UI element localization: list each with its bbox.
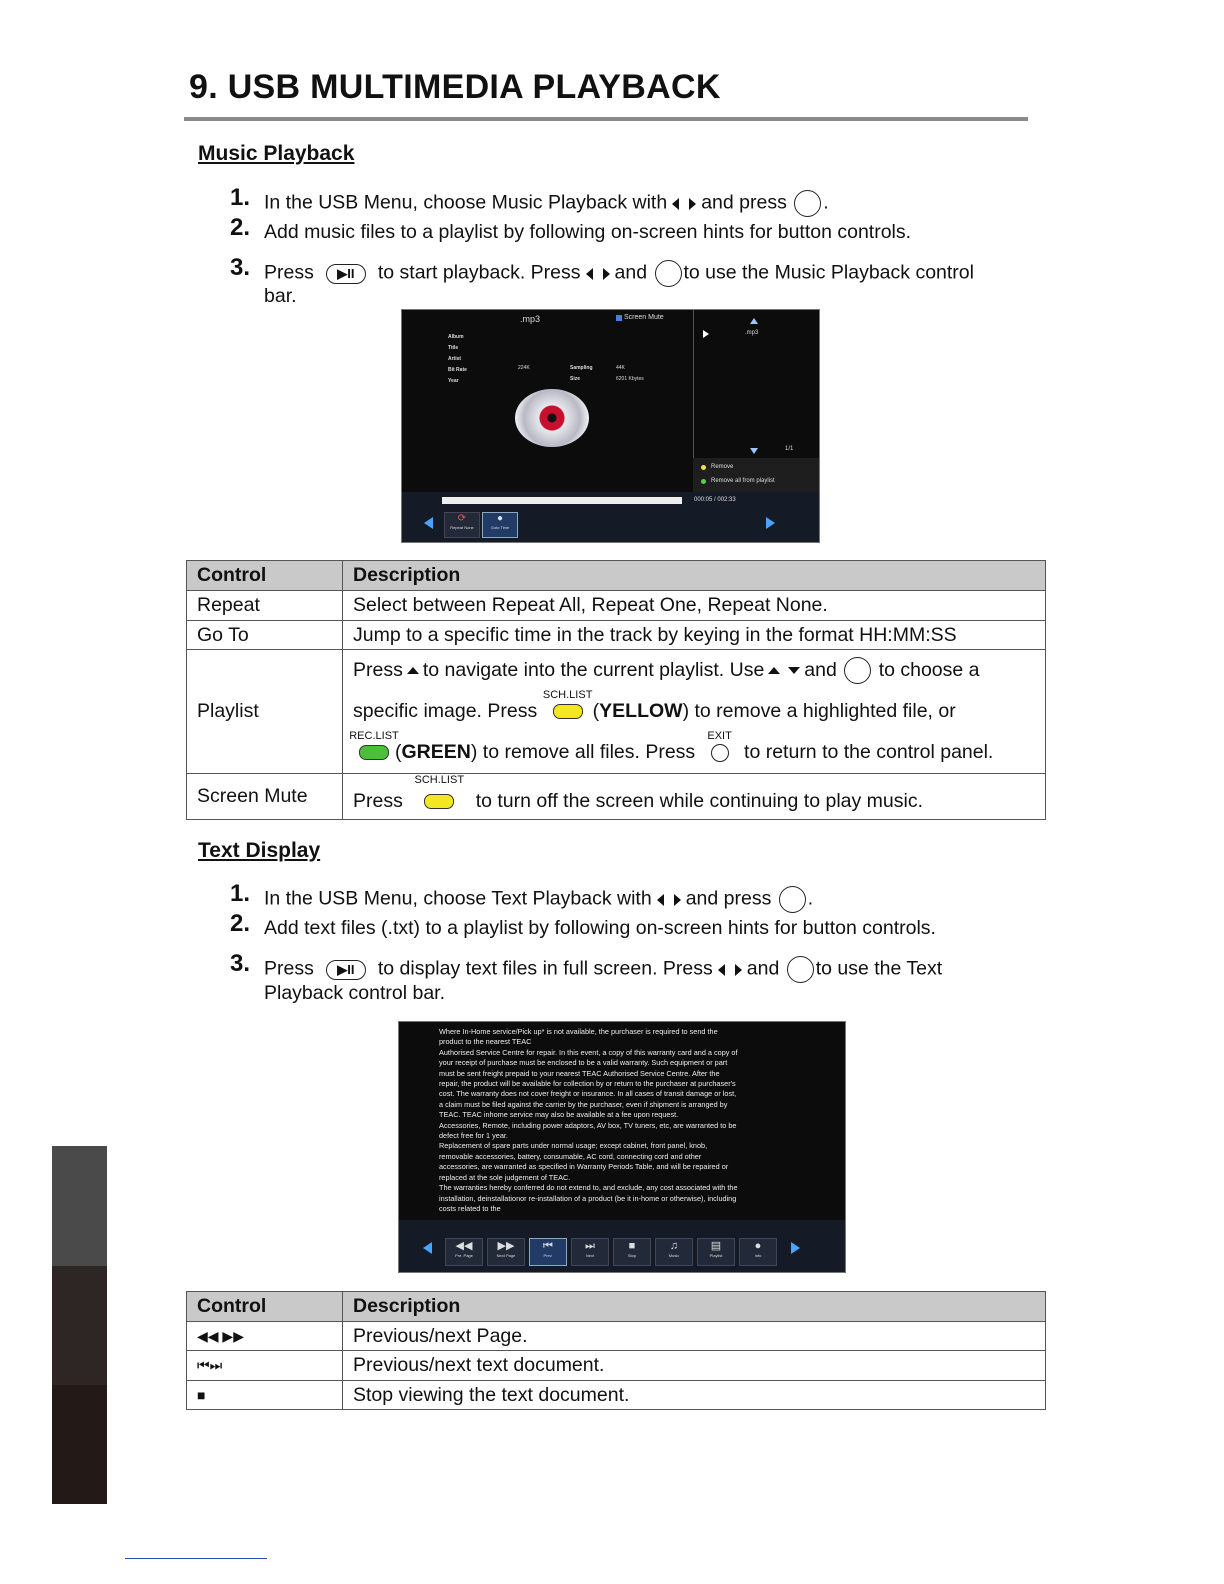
page-arrows-icon: ◀◀ ▶▶ xyxy=(187,1322,343,1351)
goto-control[interactable]: ● Goto Time xyxy=(482,512,518,538)
left-arrow-icon xyxy=(657,894,664,906)
fast-forward-icon: ▶▶ xyxy=(497,1240,515,1252)
text-control-bar xyxy=(399,1220,845,1272)
col-control-header: Control xyxy=(187,561,343,591)
repeat-control[interactable]: ⟳ Repeat None xyxy=(444,512,480,538)
table-row: Playlist Press to navigate into the current playlist. Use and to choose a specific image. Press SCH.LIST (YELLOW) to remove a highlighted file, or REC.LIST (GREEN) to remove all files. Press EXIT to return to the control panel. xyxy=(187,650,1046,774)
play-pause-key-icon: ▶II xyxy=(326,264,366,284)
title-rule xyxy=(184,117,1028,121)
up-arrow-icon xyxy=(768,667,780,674)
stop-button[interactable]: ■ Stop xyxy=(613,1238,651,1266)
bar-left-arrow-icon xyxy=(423,1242,432,1254)
col-description-header: Description xyxy=(343,561,1046,591)
table-row: Screen Mute Press SCH.LIST to turn off the screen while continuing to play music. xyxy=(187,774,1046,820)
ok-button-icon xyxy=(779,886,806,913)
col-control-header: Control xyxy=(187,1292,343,1322)
col-description-header: Description xyxy=(343,1292,1046,1322)
disc-icon xyxy=(515,389,589,447)
table-row: Go To Jump to a specific time in the track by keying in the format HH:MM:SS xyxy=(187,621,1046,650)
info-icon: ● xyxy=(754,1240,762,1252)
progress-bar xyxy=(442,497,682,504)
playlist-icon: ▤ xyxy=(710,1240,722,1252)
playing-icon xyxy=(703,330,709,338)
info-button[interactable]: ● Info xyxy=(739,1238,777,1266)
music-playback-screenshot xyxy=(401,309,820,543)
play-pause-key-icon: ▶II xyxy=(326,960,366,980)
next-button[interactable]: ⏭ Next xyxy=(571,1238,609,1266)
footer-link-line xyxy=(125,1558,267,1559)
skip-icons: ⏮⏭ xyxy=(187,1351,343,1381)
music-button[interactable]: ♫ Music xyxy=(655,1238,693,1266)
yellow-key-icon xyxy=(424,794,454,809)
playlist-button[interactable]: ▤ Playlist xyxy=(697,1238,735,1266)
text-control-table xyxy=(186,1291,1046,1410)
table-row: Repeat Select between Repeat All, Repeat One, Repeat None. xyxy=(187,591,1046,621)
up-arrow-icon xyxy=(407,667,419,674)
next-page-button[interactable]: ▶▶ Next Page xyxy=(487,1238,525,1266)
text-heading: Text Display xyxy=(198,839,321,862)
left-arrow-icon xyxy=(586,268,593,280)
scroll-down-icon xyxy=(750,448,758,454)
scroll-up-icon xyxy=(750,318,758,324)
ok-button-icon xyxy=(844,657,871,684)
table-row: ◀◀ ▶▶ Previous/next Page. xyxy=(187,1322,1046,1351)
left-arrow-icon xyxy=(672,198,679,210)
bar-left-arrow-icon xyxy=(424,517,433,529)
page-title: 9. USB MULTIMEDIA PLAYBACK xyxy=(189,68,721,106)
right-arrow-icon xyxy=(603,268,610,280)
right-arrow-icon xyxy=(735,964,742,976)
screen-mute-label: Screen Mute xyxy=(624,314,664,321)
side-tab-3 xyxy=(52,1385,107,1504)
pre-page-button[interactable]: ◀◀ Pre. Page xyxy=(445,1238,483,1266)
checkbox-icon xyxy=(616,315,622,321)
music-heading: Music Playback xyxy=(198,142,355,165)
ok-button-icon xyxy=(787,956,814,983)
file-label: .mp3 xyxy=(520,314,541,324)
table-row: ■ Stop viewing the text document. xyxy=(187,1381,1046,1410)
prev-button[interactable]: ⏮ Prev. xyxy=(529,1238,567,1266)
ok-button-icon xyxy=(794,190,821,217)
down-arrow-icon xyxy=(788,667,800,674)
rewind-icon: ◀◀ xyxy=(455,1240,473,1252)
left-arrow-icon xyxy=(718,964,725,976)
music-control-table xyxy=(186,560,1046,820)
ok-button-icon xyxy=(655,260,682,287)
music-icon: ♫ xyxy=(669,1240,679,1252)
skip-back-icon: ⏮ xyxy=(543,1240,553,1252)
stop-icon: ■ xyxy=(628,1240,636,1252)
side-tab-2 xyxy=(52,1266,107,1385)
right-arrow-icon xyxy=(674,894,681,906)
right-arrow-icon xyxy=(689,198,696,210)
skip-forward-icon: ⏭ xyxy=(585,1240,595,1252)
bar-right-arrow-icon xyxy=(791,1242,800,1254)
control-bar: 000:05 / 002:33 ⟳ Repeat None ● Goto Time xyxy=(402,492,819,542)
text-playback-screenshot xyxy=(398,1021,846,1273)
info-panel: .mp3 Screen Mute Album Title Artist Bit Rate Year 224K Sampling Size 44K 6201 Kbytes xyxy=(402,310,692,492)
stop-icon: ■ xyxy=(187,1381,343,1410)
playlist-panel: .mp3 1/1 Remove Remove all from playlist xyxy=(693,310,819,492)
side-tab-1 xyxy=(52,1146,107,1266)
text-content: Where In-Home service/Pick up* is not available, the purchaser is required to send the product to the nearest TEAC Authorised Service Centre for repair. In this event, a copy of this warranty card and a copy of your receipt of purchase must be enclosed to be a valid warranty. Such equipment or part must be sent freight prepaid to your nearest TEAC Authorised Service Centre. After the repair, the product will be available for collection by or return to the purchaser at purchaser's cost. The warranty does not cover freight or insurance. In all cases of transit damage or lost, a claim must be filed against the carrier by the purchaser, even if shipment is arranged by TEAC. TEAC inhome service may also be available at a fee upon request. Accessories, Remote, including power adaptors, AV box, TV tuners, etc, are warranted to be defect free for 1 year. Replacement of spare parts under normal usage; except cabinet, front panel, knob, removable accessories, battery, consumable, AC cord, connecting cord and other accessories, are warranted as specified in Warranty Periods Table, and will be repaired or replaced at the sole judgement of TEAC. The warranties hereby conferred do not extend to, and exclude, any cost associated with the installation, deinstallationor re-installation of a product (be it in-home or otherwise), including costs related to the xyxy=(439,1027,738,1213)
table-row: ⏮⏭ Previous/next text document. xyxy=(187,1351,1046,1381)
info-keys: Album Title Artist Bit Rate Year xyxy=(448,334,467,384)
bar-right-arrow-icon xyxy=(766,517,775,529)
